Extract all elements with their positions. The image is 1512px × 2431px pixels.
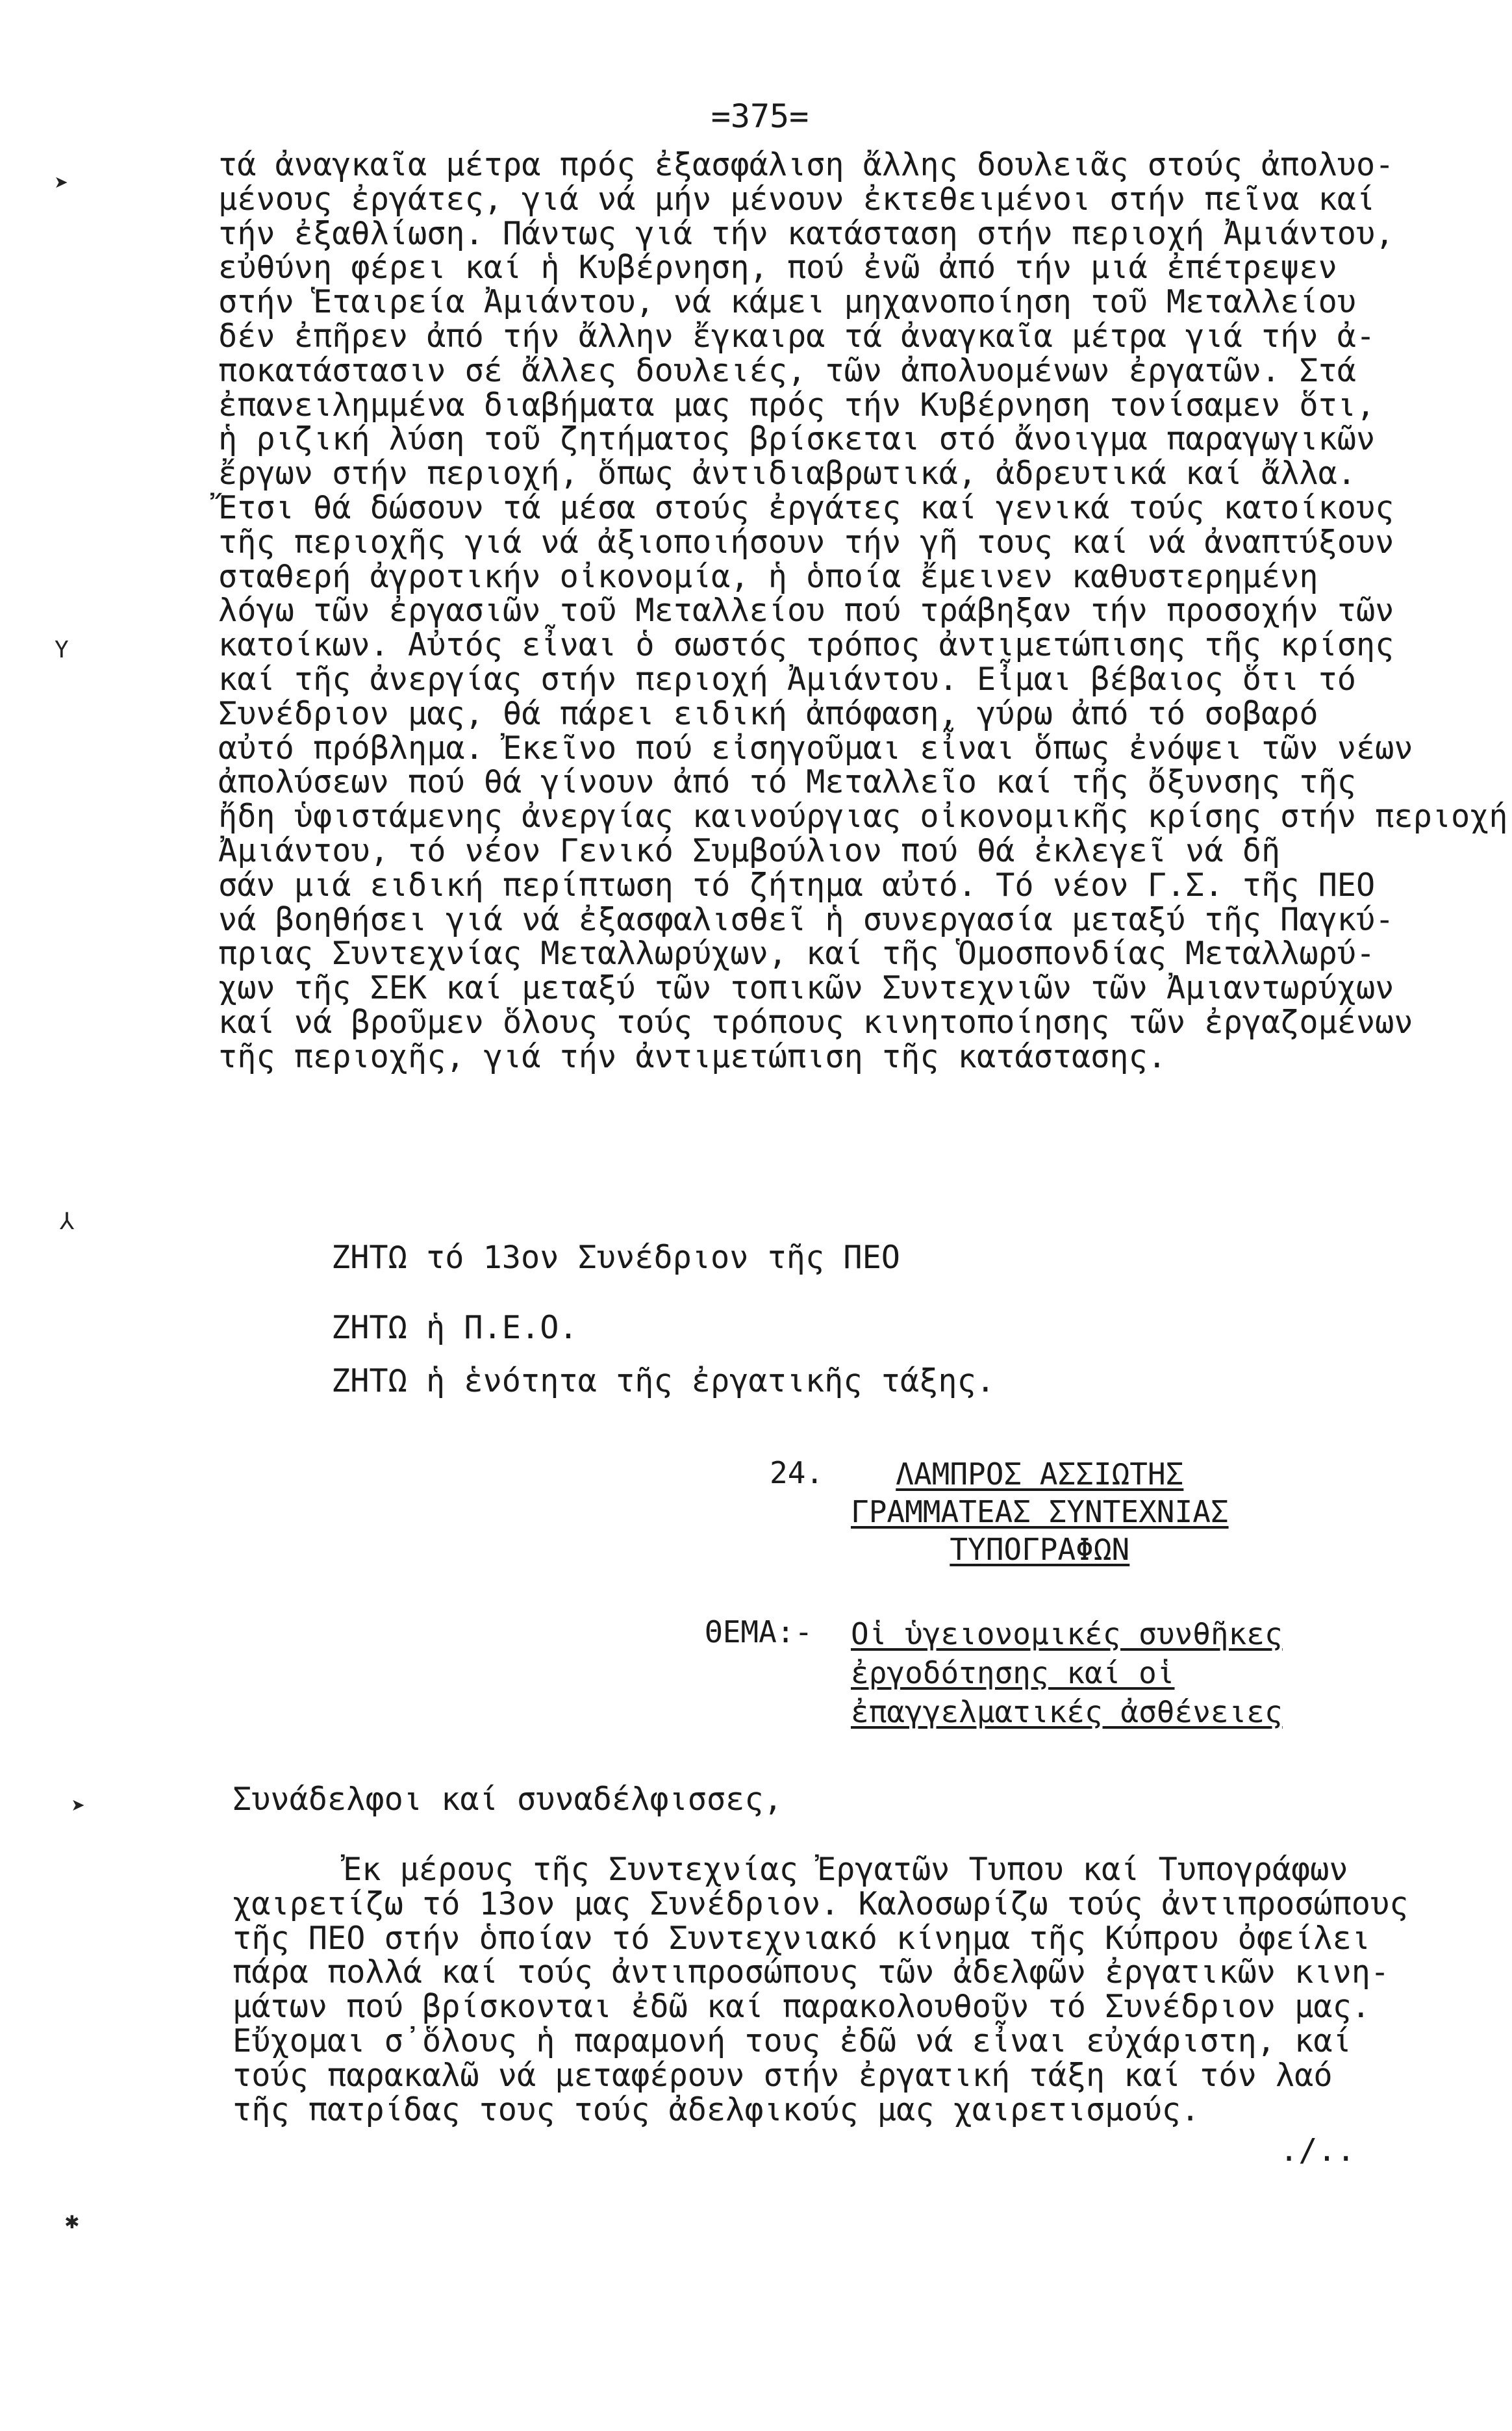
text-line: τούς παρακαλῶ νά μεταφέρουν στήν ἐργατική τάξη καί τόν λαό bbox=[233, 2057, 1333, 2094]
text-line: μένους ἐργάτες, γιά νά μήν μένουν ἐκτεθειμένοι στήν πεῖνα καί bbox=[218, 181, 1376, 218]
text-line: σάν μιά ειδική περίπτωση τό ζήτημα αὐτό. Τό νέον Γ.Σ. τῆς ΠΕΟ bbox=[218, 867, 1376, 904]
text-line: τήν ἐξαθλίωση. Πάντως γιά τήν κατάσταση στήν περιοχή Ἀμιάντου, bbox=[218, 215, 1394, 252]
text-line: ἡ ριζική λύση τοῦ ζητήματος βρίσκεται στό ἄνοιγμα παραγωγικῶν bbox=[218, 421, 1376, 458]
text-line: χαιρετίζω τό 13ον μας Συνέδριον. Καλοσωρίζω τούς ἀντιπροσώπους bbox=[233, 1885, 1409, 1922]
slogan: ΖΗΤΩ τό 13ον Συνέδριον τῆς ΠΕΟ bbox=[331, 1240, 900, 1276]
text-line: σταθερή ἀγροτικήν οἰκονομία, ἡ ὁποία ἔμεινεν καθυστερημένη bbox=[218, 558, 1318, 595]
text-line: Συνέδριον μας, θά πάρει ειδική ἀπόφαση, γύρω ἀπό τό σοβαρό bbox=[218, 695, 1318, 732]
margin-mark: ➤ bbox=[71, 1793, 86, 1820]
text-line: δέν ἐπῆρεν ἀπό τήν ἄλλην ἔγκαιρα τά ἀναγκαῖα μέτρα γιά τήν ἀ- bbox=[218, 318, 1376, 355]
speaker-role: ΤΥΠΟΓΡΑΦΩΝ bbox=[950, 1532, 1130, 1567]
continuation-mark: ./.. bbox=[1279, 2132, 1355, 2169]
text-line: νά βοηθήσει γιά νά ἐξασφαλισθεῖ ἡ συνεργασία μεταξύ τῆς Παγκύ- bbox=[218, 901, 1394, 938]
text-line: ποκατάστασιν σέ ἄλλες δουλειές, τῶν ἀπολυομένων ἐργατῶν. Στά bbox=[218, 352, 1356, 389]
speech-paragraph bbox=[233, 1853, 1506, 2127]
page-number: =375= bbox=[711, 97, 809, 135]
text-line: ἔργων στήν περιοχή, ὅπως ἀντιδιαβρωτικά, ἀδρευτικά καί ἄλλα. bbox=[218, 455, 1356, 492]
speaker-number: 24. bbox=[770, 1455, 824, 1490]
margin-mark: ⅄ bbox=[60, 1208, 74, 1235]
text-line: στήν Ἑταιρεία Ἀμιάντου, νά κάμει μηχανοποίηση τοῦ Μεταλλείου bbox=[218, 284, 1356, 321]
topic-line: ἐπαγγελματικές ἀσθένειες bbox=[851, 1694, 1283, 1729]
text-line: εὐθύνη φέρει καί ἡ Κυβέρνηση, πού ἐνῶ ἀπό τήν μιά ἐπέτρεψεν bbox=[218, 249, 1337, 286]
topic-line: Οἱ ὑγειονομικές συνθῆκες bbox=[851, 1616, 1283, 1651]
text-line: κατοίκων. Αὐτός εἶναι ὁ σωστός τρόπος ἀντιμετώπισης τῆς κρίσης bbox=[218, 627, 1394, 664]
text-line: χων τῆς ΣΕΚ καί μεταξύ τῶν τοπικῶν Συντεχνιῶν τῶν Ἀμιαντωρύχων bbox=[218, 970, 1394, 1007]
text-line: τῆς ΠΕΟ στήν ὁποίαν τό Συντεχνιακό κίνημα τῆς Κύπρου ὀφείλει bbox=[233, 1920, 1370, 1957]
text-line: αὐτό πρόβλημα. Ἐκεῖνο πού εἰσηγοῦμαι εἶναι ὅπως ἐνόψει τῶν νέων bbox=[218, 730, 1413, 767]
margin-mark: Y bbox=[55, 637, 69, 663]
text-line: Ἐκ μέρους τῆς Συντεχνίας Ἐργατῶν Τυπου καί Τυπογράφων bbox=[343, 1852, 1348, 1888]
text-line: μάτων πού βρίσκονται ἐδῶ καί παρακολουθοῦν τό Συνέδριον μας. bbox=[233, 1989, 1370, 2026]
text-line: καί τῆς ἀνεργίας στήν περιοχή Ἀμιάντου. Εἶμαι βέβαιος ὅτι τό bbox=[218, 661, 1356, 698]
text-line: καί νά βροῦμεν ὅλους τούς τρόπους κινητοποίησης τῶν ἐργαζομένων bbox=[218, 1004, 1413, 1041]
text-line: Εὔχομαι σ᾽ὅλους ἡ παραμονή τους ἐδῶ νά εἶναι εὐχάριστη, καί bbox=[233, 2022, 1352, 2059]
speaker-role: ΓΡΑΜΜΑΤΕΑΣ ΣΥΝΤΕΧΝΙΑΣ bbox=[851, 1494, 1229, 1529]
text-line: Ἔτσι θά δώσουν τά μέσα στούς ἐργάτες καί γενικά τούς κατοίκους bbox=[218, 489, 1394, 526]
speaker-name: ΛΑΜΠΡΟΣ ΑΣΣΙΩΤΗΣ bbox=[896, 1457, 1184, 1492]
margin-mark: ➤ bbox=[55, 170, 69, 197]
text-line: Ἀμιάντου, τό νέον Γενικό Συμβούλιον πού θά ἐκλεγεῖ νά δῆ bbox=[218, 832, 1281, 869]
text-line: τῆς περιοχῆς γιά νά ἀξιοποιήσουν τήν γῆ τους καί νά ἀναπτύξουν bbox=[218, 524, 1394, 561]
text-line: πάρα πολλά καί τούς ἀντιπροσώπους τῶν ἀδελφῶν ἐργατικῶν κινη- bbox=[233, 1954, 1390, 1991]
text-line: ἀπολύσεων πού θά γίνουν ἀπό τό Μεταλλεῖο καί τῆς ὄξυνσης τῆς bbox=[218, 764, 1356, 801]
slogan: ΖΗΤΩ ἡ Π.Ε.Ο. bbox=[331, 1310, 578, 1346]
text-line: τῆς περιοχῆς, γιά τήν ἀντιμετώπιση τῆς κατάστασης. bbox=[218, 1038, 1166, 1075]
text-line: πριας Συντεχνίας Μεταλλωρύχων, καί τῆς Ὁμοσπονδίας Μεταλλωρύ- bbox=[218, 935, 1376, 973]
topic-line: ἐργοδότησης καί οἱ bbox=[851, 1655, 1175, 1690]
text-line: τά ἀναγκαῖα μέτρα πρός ἐξασφάλιση ἄλλης δουλειᾶς στούς ἀπολυο- bbox=[218, 147, 1394, 183]
margin-mark: ✱ bbox=[65, 2208, 79, 2234]
text-line: ἤδη ὑφιστάμενης ἀνεργίας καινούργιας οἰκονομικῆς κρίσης στήν περιοχή bbox=[218, 798, 1508, 835]
salutation: Συνάδελφοι καί συναδέλφισσες, bbox=[233, 1781, 783, 1818]
text-line: λόγω τῶν ἐργασιῶν τοῦ Μεταλλείου πού τράβηξαν τήν προσοχήν τῶν bbox=[218, 592, 1394, 630]
text-line: ἐπανειλημμένα διαβήματα μας πρός τήν Κυβέρνηση τονίσαμεν ὅτι, bbox=[218, 387, 1376, 424]
body-paragraph bbox=[218, 147, 1508, 1075]
slogan: ΖΗΤΩ ἡ ἑνότητα τῆς ἐργατικῆς τάξης. bbox=[331, 1363, 995, 1399]
text-line: τῆς πατρίδας τους τούς ἀδελφικούς μας χαιρετισμούς. bbox=[233, 2091, 1200, 2128]
topic-label: ΘΕΜΑ:- bbox=[705, 1614, 813, 1649]
